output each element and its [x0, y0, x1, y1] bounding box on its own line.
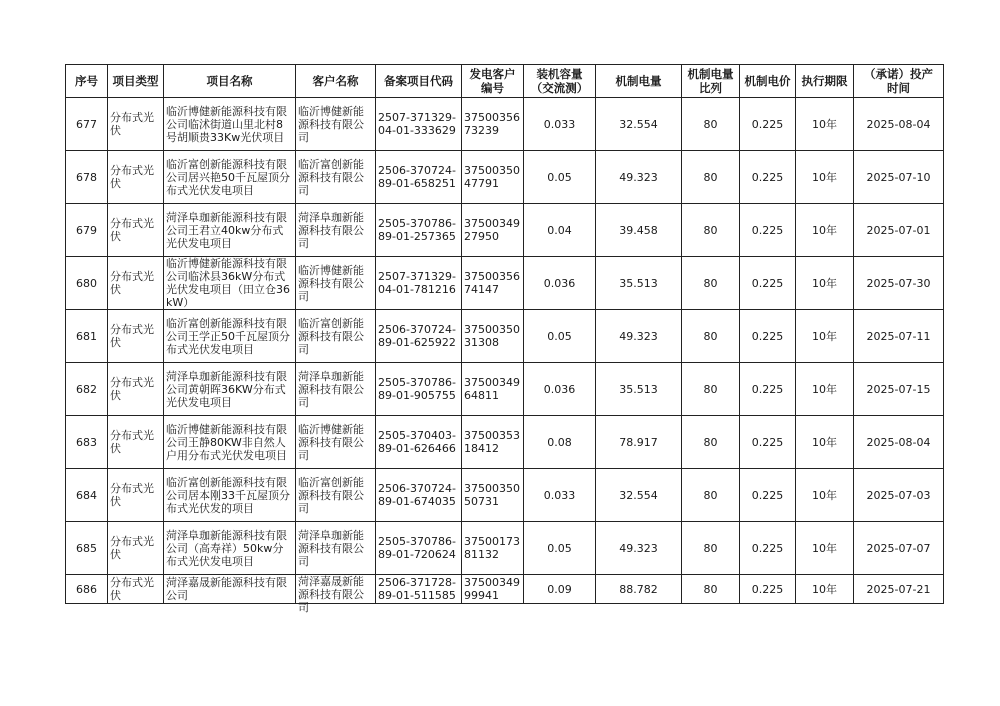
- mech-energy-text: 32.554: [619, 488, 658, 502]
- cell-customer-name: [296, 416, 376, 469]
- cell-mech-price: [740, 522, 796, 575]
- project-name-text: 临沂博健新能源科技有限公司临沭县36kW分布式光伏发电项目（田立仓36kW）: [166, 257, 290, 309]
- seq-text: 684: [76, 488, 97, 502]
- project-type-text: 分布式光伏: [110, 535, 154, 561]
- customer-name-text: 临沂富创新能源科技有限公司: [298, 316, 364, 356]
- seq-text: 681: [76, 329, 97, 343]
- cell-seq: [66, 469, 108, 522]
- column-header: 机制电量: [596, 65, 682, 98]
- cell-mech-ratio: [682, 469, 740, 522]
- mech-energy-text: 78.917: [619, 435, 658, 449]
- term-text: 10年: [812, 582, 837, 596]
- cell-mech-price: [740, 257, 796, 310]
- project-type-text: 分布式光伏: [110, 376, 154, 402]
- cell-mech-energy: [596, 257, 682, 310]
- cell-project-name: [164, 98, 296, 151]
- capacity-text: 0.033: [543, 488, 576, 502]
- customer-name-text: 临沂博健新能源科技有限公司: [298, 422, 364, 462]
- cell-term: [796, 469, 854, 522]
- column-header: 序号: [66, 65, 108, 98]
- cell-commission-date: [854, 257, 944, 310]
- filing-code-text: 2505-370786-89-01-720624: [378, 535, 456, 561]
- term-text: 10年: [812, 117, 837, 131]
- commission-date-text: 2025-07-01: [866, 223, 931, 237]
- cell-customer-id: [462, 204, 524, 257]
- cell-project-type: [108, 151, 164, 204]
- term-text: 10年: [812, 435, 837, 449]
- cell-project-name: [164, 151, 296, 204]
- filing-code-text: 2506-370724-89-01-674035: [378, 482, 456, 508]
- cell-filing-code: [376, 416, 462, 469]
- table-row: [66, 575, 944, 604]
- cell-mech-ratio: [682, 204, 740, 257]
- customer-id-text: 3750017381132: [464, 535, 520, 561]
- cell-project-name: [164, 575, 296, 604]
- customer-name-text: 临沂博健新能源科技有限公司: [298, 263, 364, 303]
- cell-customer-name: [296, 363, 376, 416]
- cell-commission-date: [854, 204, 944, 257]
- mech-energy-text: 49.323: [619, 329, 658, 343]
- customer-id-text: 3750035673239: [464, 111, 520, 137]
- cell-customer-name: [296, 575, 376, 614]
- seq-text: 682: [76, 382, 97, 396]
- mech-energy-text: 35.513: [619, 382, 658, 396]
- customer-id-text: 3750035674147: [464, 270, 520, 296]
- cell-project-name: [164, 416, 296, 469]
- cell-customer-name: [296, 522, 376, 575]
- capacity-text: 0.05: [547, 329, 572, 343]
- customer-name-text: 临沂博健新能源科技有限公司: [298, 104, 364, 144]
- project-type-text: 分布式光伏: [110, 164, 154, 190]
- seq-text: 677: [76, 117, 97, 131]
- customer-id-text: 3750035047791: [464, 164, 520, 190]
- table-row: [66, 204, 944, 257]
- cell-project-name: [164, 363, 296, 416]
- mech-price-text: 0.225: [751, 488, 784, 502]
- cell-mech-ratio: [682, 416, 740, 469]
- term-text: 10年: [812, 541, 837, 555]
- cell-mech-price: [740, 575, 796, 604]
- cell-project-type: [108, 363, 164, 416]
- capacity-text: 0.05: [547, 170, 572, 184]
- table-row: [66, 151, 944, 204]
- cell-term: [796, 98, 854, 151]
- seq-text: 678: [76, 170, 97, 184]
- cell-customer-id: [462, 522, 524, 575]
- term-text: 10年: [812, 276, 837, 290]
- seq-text: 686: [76, 582, 97, 596]
- cell-term: [796, 204, 854, 257]
- mech-ratio-text: 80: [703, 329, 718, 343]
- mech-energy-text: 39.458: [619, 223, 658, 237]
- seq-text: 679: [76, 223, 97, 237]
- cell-mech-energy: [596, 469, 682, 522]
- cell-project-name: [164, 204, 296, 257]
- cell-seq: [66, 204, 108, 257]
- table-row: [66, 310, 944, 363]
- mech-ratio-text: 80: [703, 276, 718, 290]
- cell-seq: [66, 151, 108, 204]
- column-header: 客户名称: [296, 65, 376, 98]
- cell-mech-energy: [596, 151, 682, 204]
- cell-mech-energy: [596, 204, 682, 257]
- cell-seq: [66, 575, 108, 604]
- header-row: [66, 65, 944, 98]
- cell-customer-name: [296, 469, 376, 522]
- customer-name-text: 临沂富创新能源科技有限公司: [298, 475, 364, 515]
- cell-project-type: [108, 204, 164, 257]
- cell-project-name: [164, 522, 296, 575]
- cell-customer-id: [462, 98, 524, 151]
- cell-mech-ratio: [682, 310, 740, 363]
- project-type-text: 分布式光伏: [110, 111, 154, 137]
- cell-mech-energy: [596, 416, 682, 469]
- customer-name-text: 菏泽阜珈新能源科技有限公司: [298, 369, 364, 409]
- seq-text: 685: [76, 541, 97, 555]
- cell-customer-id: [462, 257, 524, 310]
- cell-seq: [66, 257, 108, 310]
- cell-mech-ratio: [682, 363, 740, 416]
- cell-capacity: [524, 151, 596, 204]
- mech-ratio-text: 80: [703, 223, 718, 237]
- cell-term: [796, 257, 854, 310]
- cell-customer-id: [462, 151, 524, 204]
- customer-id-text: 3750034999941: [464, 576, 520, 602]
- column-header: 执行期限: [796, 65, 854, 98]
- customer-name-text: 菏泽嘉晟新能源科技有限公司: [298, 575, 364, 614]
- term-text: 10年: [812, 488, 837, 502]
- cell-project-type: [108, 575, 164, 604]
- capacity-text: 0.09: [547, 582, 572, 596]
- column-header: 机制电价: [740, 65, 796, 98]
- cell-capacity: [524, 363, 596, 416]
- column-header: 发电客户 编号: [462, 65, 524, 98]
- cell-commission-date: [854, 416, 944, 469]
- cell-commission-date: [854, 469, 944, 522]
- mech-energy-text: 32.554: [619, 117, 658, 131]
- cell-customer-id: [462, 575, 524, 604]
- capacity-text: 0.04: [547, 223, 572, 237]
- mech-ratio-text: 80: [703, 582, 718, 596]
- project-type-text: 分布式光伏: [110, 270, 154, 296]
- cell-mech-energy: [596, 310, 682, 363]
- cell-filing-code: [376, 204, 462, 257]
- cell-commission-date: [854, 575, 944, 604]
- mech-ratio-text: 80: [703, 435, 718, 449]
- cell-mech-price: [740, 204, 796, 257]
- cell-mech-ratio: [682, 98, 740, 151]
- cell-project-type: [108, 416, 164, 469]
- cell-mech-ratio: [682, 522, 740, 575]
- mech-price-text: 0.225: [751, 223, 784, 237]
- mech-energy-text: 49.323: [619, 170, 658, 184]
- project-name-text: 菏泽阜珈新能源科技有限公司王君立40kw分布式光伏发电项目: [166, 210, 287, 250]
- cell-project-name: [164, 310, 296, 363]
- cell-commission-date: [854, 151, 944, 204]
- cell-mech-price: [740, 363, 796, 416]
- mech-price-text: 0.225: [751, 382, 784, 396]
- cell-mech-ratio: [682, 575, 740, 604]
- cell-mech-price: [740, 416, 796, 469]
- capacity-text: 0.05: [547, 541, 572, 555]
- table-row: [66, 98, 944, 151]
- cell-capacity: [524, 522, 596, 575]
- column-header: 项目类型: [108, 65, 164, 98]
- cell-customer-id: [462, 310, 524, 363]
- commission-date-text: 2025-07-30: [866, 276, 931, 290]
- cell-mech-energy: [596, 363, 682, 416]
- table-row: [66, 469, 944, 522]
- filing-code-text: 2505-370786-89-01-257365: [378, 217, 456, 243]
- cell-filing-code: [376, 98, 462, 151]
- cell-mech-price: [740, 98, 796, 151]
- commission-date-text: 2025-07-07: [866, 541, 931, 555]
- cell-capacity: [524, 416, 596, 469]
- cell-filing-code: [376, 257, 462, 310]
- cell-commission-date: [854, 310, 944, 363]
- project-name-text: 菏泽阜珈新能源科技有限公司（高寿祥）50kw分布式光伏发电项目: [166, 528, 287, 568]
- commission-date-text: 2025-08-04: [866, 117, 931, 131]
- customer-name-text: 临沂富创新能源科技有限公司: [298, 157, 364, 197]
- customer-id-text: 3750035050731: [464, 482, 520, 508]
- cell-filing-code: [376, 151, 462, 204]
- filing-code-text: 2507-371329-04-01-781216: [378, 270, 456, 296]
- cell-filing-code: [376, 363, 462, 416]
- project-type-text: 分布式光伏: [110, 429, 154, 455]
- capacity-text: 0.036: [543, 276, 576, 290]
- commission-date-text: 2025-07-03: [866, 488, 931, 502]
- table-row: [66, 363, 944, 416]
- cell-customer-id: [462, 416, 524, 469]
- mech-ratio-text: 80: [703, 488, 718, 502]
- table-row: [66, 522, 944, 575]
- cell-project-type: [108, 98, 164, 151]
- cell-commission-date: [854, 98, 944, 151]
- commission-date-text: 2025-07-15: [866, 382, 931, 396]
- cell-filing-code: [376, 469, 462, 522]
- filing-code-text: 2507-371329-04-01-333629: [378, 111, 456, 137]
- cell-term: [796, 363, 854, 416]
- project-name-text: 临沂富创新能源科技有限公司居兴艳50千瓦屋顶分布式光伏发电项目: [166, 157, 290, 197]
- cell-term: [796, 310, 854, 363]
- filing-code-text: 2505-370786-89-01-905755: [378, 376, 456, 402]
- filing-code-text: 2506-370724-89-01-658251: [378, 164, 456, 190]
- project-name-text: 临沂富创新能源科技有限公司居本刚33千瓦屋顶分布式光伏发的项目: [166, 475, 290, 515]
- filing-code-text: 2505-370403-89-01-626466: [378, 429, 456, 455]
- cell-customer-name: [296, 310, 376, 363]
- customer-name-text: 菏泽阜珈新能源科技有限公司: [298, 528, 364, 568]
- cell-mech-price: [740, 310, 796, 363]
- cell-mech-energy: [596, 522, 682, 575]
- mech-price-text: 0.225: [751, 541, 784, 555]
- project-name-text: 临沂博健新能源科技有限公司临沭街道山里北村8号胡顺贵33Kw光伏项目: [166, 104, 287, 144]
- term-text: 10年: [812, 329, 837, 343]
- customer-id-text: 3750035318412: [464, 429, 520, 455]
- customer-id-text: 3750034927950: [464, 217, 520, 243]
- project-name-text: 菏泽嘉晟新能源科技有限公司: [166, 576, 287, 602]
- term-text: 10年: [812, 382, 837, 396]
- cell-project-name: [164, 257, 296, 310]
- cell-mech-energy: [596, 575, 682, 604]
- table-row: [66, 257, 944, 310]
- cell-term: [796, 151, 854, 204]
- project-type-text: 分布式光伏: [110, 323, 154, 349]
- cell-customer-id: [462, 469, 524, 522]
- capacity-text: 0.08: [547, 435, 572, 449]
- mech-price-text: 0.225: [751, 276, 784, 290]
- mech-price-text: 0.225: [751, 117, 784, 131]
- cell-capacity: [524, 469, 596, 522]
- cell-capacity: [524, 204, 596, 257]
- term-text: 10年: [812, 170, 837, 184]
- customer-id-text: 3750034964811: [464, 376, 520, 402]
- project-type-text: 分布式光伏: [110, 576, 154, 602]
- cell-project-type: [108, 522, 164, 575]
- mech-price-text: 0.225: [751, 329, 784, 343]
- column-header: 装机容量 （交流测）: [524, 65, 596, 98]
- commission-date-text: 2025-07-10: [866, 170, 931, 184]
- cell-customer-name: [296, 257, 376, 310]
- cell-customer-name: [296, 98, 376, 151]
- project-name-text: 菏泽阜珈新能源科技有限公司黄朝晖36KW分布式光伏发电项目: [166, 369, 287, 409]
- cell-customer-name: [296, 151, 376, 204]
- capacity-text: 0.036: [543, 382, 576, 396]
- mech-ratio-text: 80: [703, 541, 718, 555]
- cell-capacity: [524, 310, 596, 363]
- filing-code-text: 2506-370724-89-01-625922: [378, 323, 456, 349]
- customer-id-text: 3750035031308: [464, 323, 520, 349]
- mech-ratio-text: 80: [703, 170, 718, 184]
- capacity-text: 0.033: [543, 117, 576, 131]
- mech-ratio-text: 80: [703, 117, 718, 131]
- cell-mech-price: [740, 151, 796, 204]
- cell-seq: [66, 363, 108, 416]
- cell-filing-code: [376, 575, 462, 604]
- project-type-text: 分布式光伏: [110, 482, 154, 508]
- column-header: （承诺）投产 时间: [854, 65, 944, 98]
- mech-ratio-text: 80: [703, 382, 718, 396]
- cell-seq: [66, 98, 108, 151]
- cell-term: [796, 522, 854, 575]
- mech-price-text: 0.225: [751, 435, 784, 449]
- customer-name-text: 菏泽阜珈新能源科技有限公司: [298, 210, 364, 250]
- cell-seq: [66, 310, 108, 363]
- project-type-text: 分布式光伏: [110, 217, 154, 243]
- cell-mech-price: [740, 469, 796, 522]
- cell-mech-ratio: [682, 257, 740, 310]
- cell-seq: [66, 416, 108, 469]
- mech-energy-text: 35.513: [619, 276, 658, 290]
- project-name-text: 临沂博健新能源科技有限公司王静80KW非自然人户用分布式光伏发电项目: [166, 422, 287, 462]
- mech-energy-text: 49.323: [619, 541, 658, 555]
- cell-seq: [66, 522, 108, 575]
- seq-text: 683: [76, 435, 97, 449]
- cell-customer-id: [462, 363, 524, 416]
- cell-capacity: [524, 257, 596, 310]
- cell-project-type: [108, 469, 164, 522]
- column-header: 机制电量 比列: [682, 65, 740, 98]
- column-header: 项目名称: [164, 65, 296, 98]
- cell-project-type: [108, 257, 164, 310]
- cell-filing-code: [376, 310, 462, 363]
- cell-project-name: [164, 469, 296, 522]
- cell-mech-energy: [596, 98, 682, 151]
- data-table: [65, 64, 944, 614]
- filing-code-text: 2506-371728-89-01-511585: [378, 576, 456, 602]
- cell-capacity: [524, 98, 596, 151]
- column-header: 备案项目代码: [376, 65, 462, 98]
- cell-commission-date: [854, 522, 944, 575]
- cell-term: [796, 416, 854, 469]
- term-text: 10年: [812, 223, 837, 237]
- table-row: [66, 416, 944, 469]
- cell-commission-date: [854, 363, 944, 416]
- seq-text: 680: [76, 276, 97, 290]
- cell-mech-ratio: [682, 151, 740, 204]
- mech-price-text: 0.225: [751, 582, 784, 596]
- cell-capacity: [524, 575, 596, 604]
- cell-filing-code: [376, 522, 462, 575]
- cell-project-type: [108, 310, 164, 363]
- commission-date-text: 2025-07-21: [866, 582, 931, 596]
- cell-term: [796, 575, 854, 604]
- cell-customer-name: [296, 204, 376, 257]
- project-name-text: 临沂富创新能源科技有限公司王学正50千瓦屋顶分布式光伏发电项目: [166, 316, 290, 356]
- commission-date-text: 2025-08-04: [866, 435, 931, 449]
- mech-energy-text: 88.782: [619, 582, 658, 596]
- commission-date-text: 2025-07-11: [866, 329, 931, 343]
- mech-price-text: 0.225: [751, 170, 784, 184]
